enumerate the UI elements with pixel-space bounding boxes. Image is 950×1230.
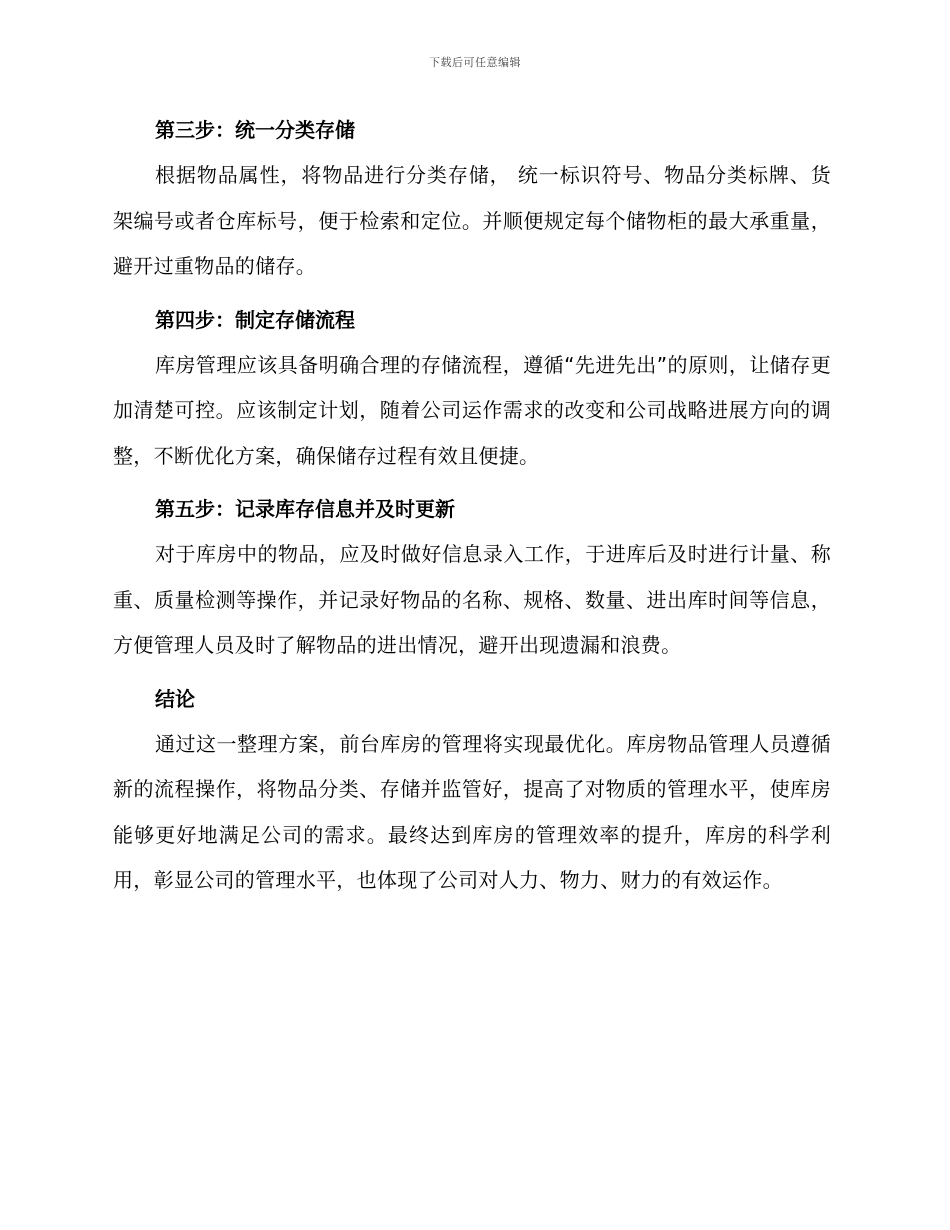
document-body [113, 108, 831, 912]
section-heading: 第四步：制定存储流程 [155, 307, 355, 332]
section-paragraph: 对于库房中的物品，应及时做好信息录入工作，于进库后及时进行计量、称重、质量检测等操作，并记录好物品的名称、规格、数量、进出库时间等信息，方便管理人员及时了解物品的进出情况，避开出现遗漏和浪费。 [113, 542, 831, 657]
section-conclusion [113, 677, 831, 904]
section-paragraph: 根据物品属性，将物品进行分类存储， 统一标识符号、物品分类标牌、货架编号或者仓库标号，便于检索和定位。并顺便规定每个储物柜的最大承重量，避开过重物品的储存。 [113, 163, 831, 278]
section-heading: 结论 [155, 686, 195, 711]
section-step-3 [113, 108, 831, 290]
section-paragraph: 库房管理应该具备明确合理的存储流程，遵循“先进先出”的原则，让储存更加清楚可控。应该制定计划，随着公司运作需求的改变和公司战略进展方向的调整，不断优化方案，确保储存过程有效且便捷。 [113, 352, 831, 468]
section-heading: 第五步：记录库存信息并及时更新 [155, 497, 455, 521]
section-step-5 [113, 487, 831, 669]
section-paragraph: 通过这一整理方案，前台库房的管理将实现最优化。库房物品管理人员遵循新的流程操作，将物品分类、存储并监管好，提高了对物质的管理水平，使库房能够更好地满足公司的需求。最终达到库房的管理效率的提升，库房的科学利用，彰显公司的管理水平，也体现了公司对人力、物力、财力的有效运作。 [113, 731, 831, 892]
header-note: 下载后可任意编辑 [429, 56, 521, 69]
section-heading: 第三步：统一分类存储 [155, 118, 355, 142]
section-step-4 [113, 298, 831, 480]
